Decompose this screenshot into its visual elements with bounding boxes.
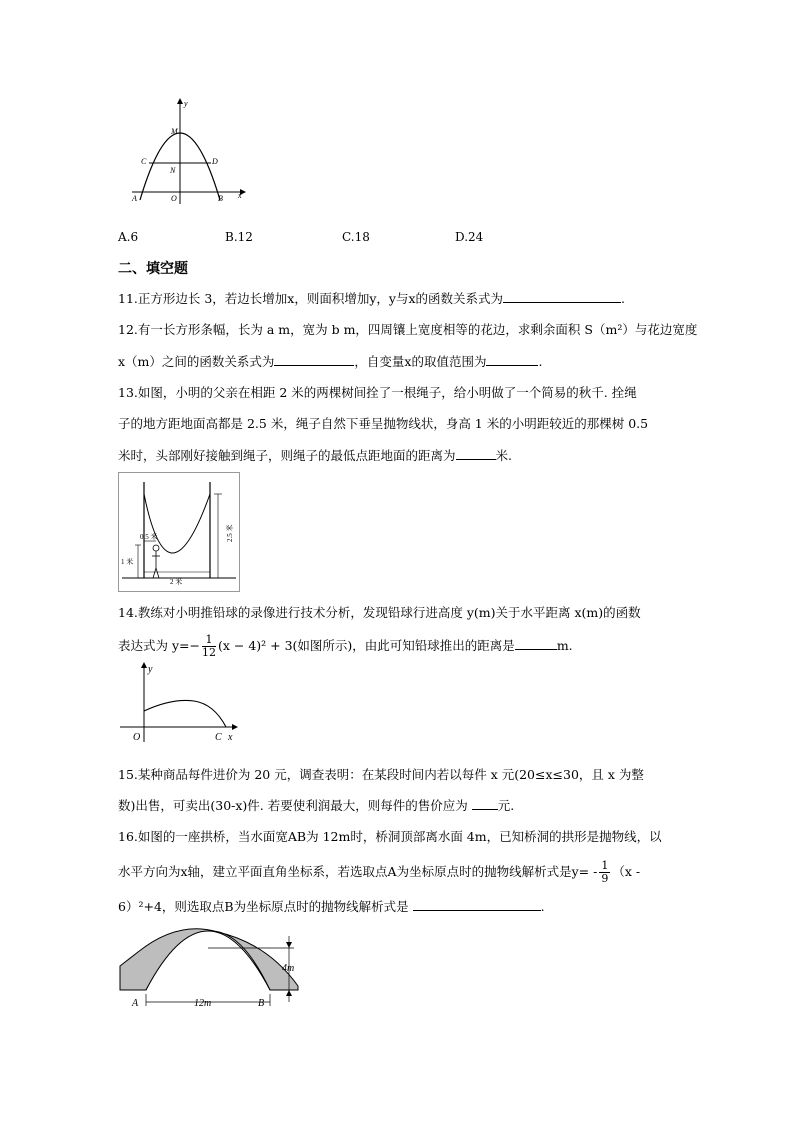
question-15-line2: 数)出售，可卖出(30-x)件. 若要使利润最大，则每件的售价应为 元. [118, 798, 515, 813]
question-13-line1: 13.如图，小明的父亲在相距 2 米的两棵树间拴了一根绳子，给小明做了一个简易的秋千. 拴绳 [118, 385, 637, 400]
option-b: B.12 [225, 230, 253, 244]
label-x: x [238, 191, 242, 200]
label-M: M [171, 127, 178, 136]
answer-blank [274, 353, 354, 366]
x-axis-arrow [232, 724, 238, 730]
label-05m: 0.5 米 [140, 533, 158, 541]
answer-blank [515, 637, 557, 650]
trajectory-curve [144, 700, 226, 727]
answer-blank [413, 898, 541, 911]
question-12-line1: 12.有一长方形条幅，长为 a m，宽为 b m，四周镶上宽度相等的花边，求剩余面积 S（m²）与花边宽度 [118, 322, 698, 337]
option-c: C.18 [342, 230, 370, 244]
label-A: A [132, 998, 139, 1008]
answer-blank [486, 353, 538, 366]
label-D: D [212, 157, 218, 166]
question-13-line2: 子的地方距地面高都是 2.5 米，绳子自然下垂呈抛物线状，身高 1 米的小明距较近的那棵树 0.5 [118, 416, 649, 431]
label-y: y [184, 99, 188, 108]
label-O: O [133, 732, 141, 743]
label-4m: 4m [282, 963, 295, 974]
person-head [153, 545, 159, 551]
question-12-line2: x（m）之间的函数关系式为 ，自变量x的取值范围为 . [118, 354, 543, 369]
fraction: $\frac{1}{12}$ [201, 633, 216, 659]
height-arrow-top [286, 942, 292, 948]
question-16-line2: 水平方向为x轴，建立平面直角坐标系，若选取点A为坐标原点时的抛物线解析式是y= - $\frac{1}{9}$ （x - [118, 859, 641, 885]
person-leg-l [153, 568, 156, 578]
question-13-line3: 米时，头部刚好接触到绳子，则绳子的最低点距地面的距离为 米. [118, 448, 512, 463]
label-x: x [228, 732, 233, 743]
swing-figure [118, 472, 240, 592]
rope [144, 494, 210, 553]
option-a: A.6 [118, 230, 139, 244]
label-O: O [171, 194, 177, 203]
answer-blank [503, 290, 621, 303]
bridge-figure [118, 924, 308, 1008]
label-C: C [215, 732, 222, 743]
person-leg-r [156, 568, 159, 578]
parabola-figure [128, 96, 248, 208]
label-C: C [141, 157, 147, 166]
answer-blank [456, 447, 496, 460]
question-16-line3: 6）²+4，则选取点B为坐标原点时的抛物线解析式是 . [118, 899, 545, 914]
question-14-line2: 表达式为 y=− $\frac{1}{12}$ (x − 4)² + 3(如图所示)，由此可知铅球推出的距离是 m. [118, 633, 573, 659]
label-N: N [170, 166, 176, 175]
label-25m: 2.5 米 [226, 524, 234, 542]
label-1m: 1 米 [121, 558, 134, 566]
height-arrow-bottom [286, 990, 292, 996]
section-title: 二、填空题 [118, 261, 188, 277]
label-2m: 2 米 [170, 578, 183, 586]
label-12m: 12m [194, 998, 212, 1008]
figure-frame [119, 473, 240, 592]
y-axis-arrow [141, 662, 147, 668]
question-15-line1: 15.某种商品每件进价为 20 元，调查表明：在某段时间内若以每件 x 元(20≤x≤30，且 x 为整 [118, 767, 644, 782]
fraction: $\frac{1}{9}$ [601, 859, 609, 885]
label-B: B [258, 998, 265, 1008]
label-A: A [132, 194, 137, 203]
question-11: 11.正方形边长 3，若边长增加x，则面积增加y，y与x的函数关系式为 . [118, 291, 626, 306]
question-14-line1: 14.教练对小明推铅球的录像进行技术分析，发现铅球行进高度 y(m)关于水平距离 x(m)的函数 [118, 605, 641, 620]
label-B: B [218, 194, 223, 203]
y-axis-arrow [177, 98, 183, 104]
answer-blank [472, 797, 498, 810]
option-d: D.24 [455, 230, 484, 244]
label-y: y [148, 664, 153, 675]
shotput-figure [118, 660, 240, 748]
question-16-line1: 16.如图的一座拱桥，当水面宽AB为 12m时，桥洞顶部离水面 4m，已知桥洞的拱形是抛物线，以 [118, 829, 662, 844]
